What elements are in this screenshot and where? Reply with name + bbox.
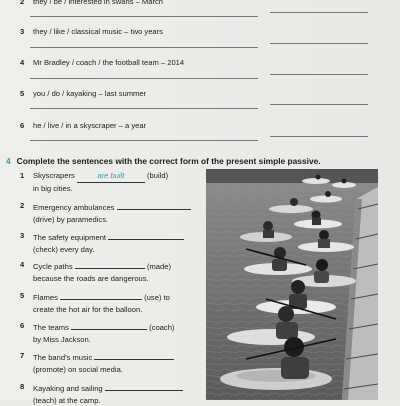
- item-number: 5: [20, 291, 25, 300]
- verb-hint: (coach): [149, 323, 175, 332]
- sentence-start: Cycle paths: [33, 262, 73, 271]
- item-prompt: you / do / kayaking – last summer: [33, 89, 147, 98]
- sentence-start: The safety equipment: [33, 233, 107, 242]
- sentence-start: The band's music: [33, 353, 93, 362]
- item-number: 8: [20, 382, 25, 391]
- answer-line[interactable]: [270, 43, 368, 44]
- item-number: 4: [20, 58, 25, 67]
- sentence-end: because the roads are dangerous.: [33, 273, 149, 283]
- answer-line[interactable]: [270, 136, 368, 137]
- answer-line[interactable]: [30, 16, 258, 17]
- sentence-end: (teach) at the camp.: [33, 395, 101, 405]
- sentence-start: The teams: [33, 323, 69, 332]
- sentence-end: (promote) on social media.: [33, 364, 123, 374]
- item-number: 2: [20, 201, 25, 210]
- item-number: 7: [20, 351, 25, 360]
- answer-line[interactable]: [30, 47, 258, 48]
- kayakers-illustration: [206, 169, 378, 400]
- verb-hint: (made): [146, 262, 171, 271]
- sentence-start: Flames: [33, 293, 58, 302]
- example-answer: are built: [77, 170, 145, 183]
- kayakers-photo: [206, 169, 378, 400]
- sentence-end: by Miss Jackson.: [33, 334, 91, 344]
- answer-blank[interactable]: [108, 230, 184, 240]
- answer-blank[interactable]: [60, 290, 142, 300]
- item-prompt: they / be / interested in swans – March: [33, 0, 164, 6]
- item-number: 5: [20, 89, 25, 98]
- exercise-instruction: Complete the sentences with the correct form of the present simple passive.: [16, 156, 321, 166]
- sentence-end: in big cities.: [33, 183, 73, 193]
- item-number: 6: [20, 321, 25, 330]
- answer-line[interactable]: [30, 140, 258, 141]
- item-number: 1: [20, 171, 25, 180]
- sentence-start: Kayaking and sailing: [33, 384, 103, 393]
- answer-line[interactable]: [270, 74, 368, 75]
- answer-blank[interactable]: [71, 320, 147, 330]
- item-prompt: they / like / classical music – two years: [33, 27, 163, 36]
- exercise-heading: [6, 156, 321, 166]
- item-number: 4: [20, 260, 25, 269]
- item-number: 3: [20, 27, 25, 36]
- sentence-end: create the hot air for the balloon.: [33, 304, 143, 314]
- item-prompt: Mr Bradley / coach / the football team – 2014: [33, 58, 185, 67]
- item-prompt: he / live / in a skyscraper – a year: [33, 121, 147, 130]
- sentence-start: Skyscrapers: [33, 171, 75, 180]
- answer-line[interactable]: [30, 78, 258, 79]
- answer-line[interactable]: [30, 108, 258, 109]
- answer-line[interactable]: [270, 12, 368, 13]
- answer-blank[interactable]: [75, 259, 145, 269]
- answer-blank[interactable]: [94, 350, 174, 360]
- answer-line[interactable]: [270, 104, 368, 105]
- verb-hint: (use) to: [144, 293, 170, 302]
- verb-hint: (build): [147, 171, 169, 180]
- item-number: 3: [20, 231, 25, 240]
- sentence-end: (drive) by paramedics.: [33, 214, 109, 224]
- answer-blank[interactable]: [117, 200, 191, 210]
- sentence-start: Emergency ambulances: [33, 203, 115, 212]
- answer-blank[interactable]: [105, 381, 183, 391]
- item-number: 6: [20, 121, 25, 130]
- exercise-number: 4: [6, 156, 11, 166]
- item-number: 2: [20, 0, 25, 6]
- sentence-end: (check) every day.: [33, 244, 95, 254]
